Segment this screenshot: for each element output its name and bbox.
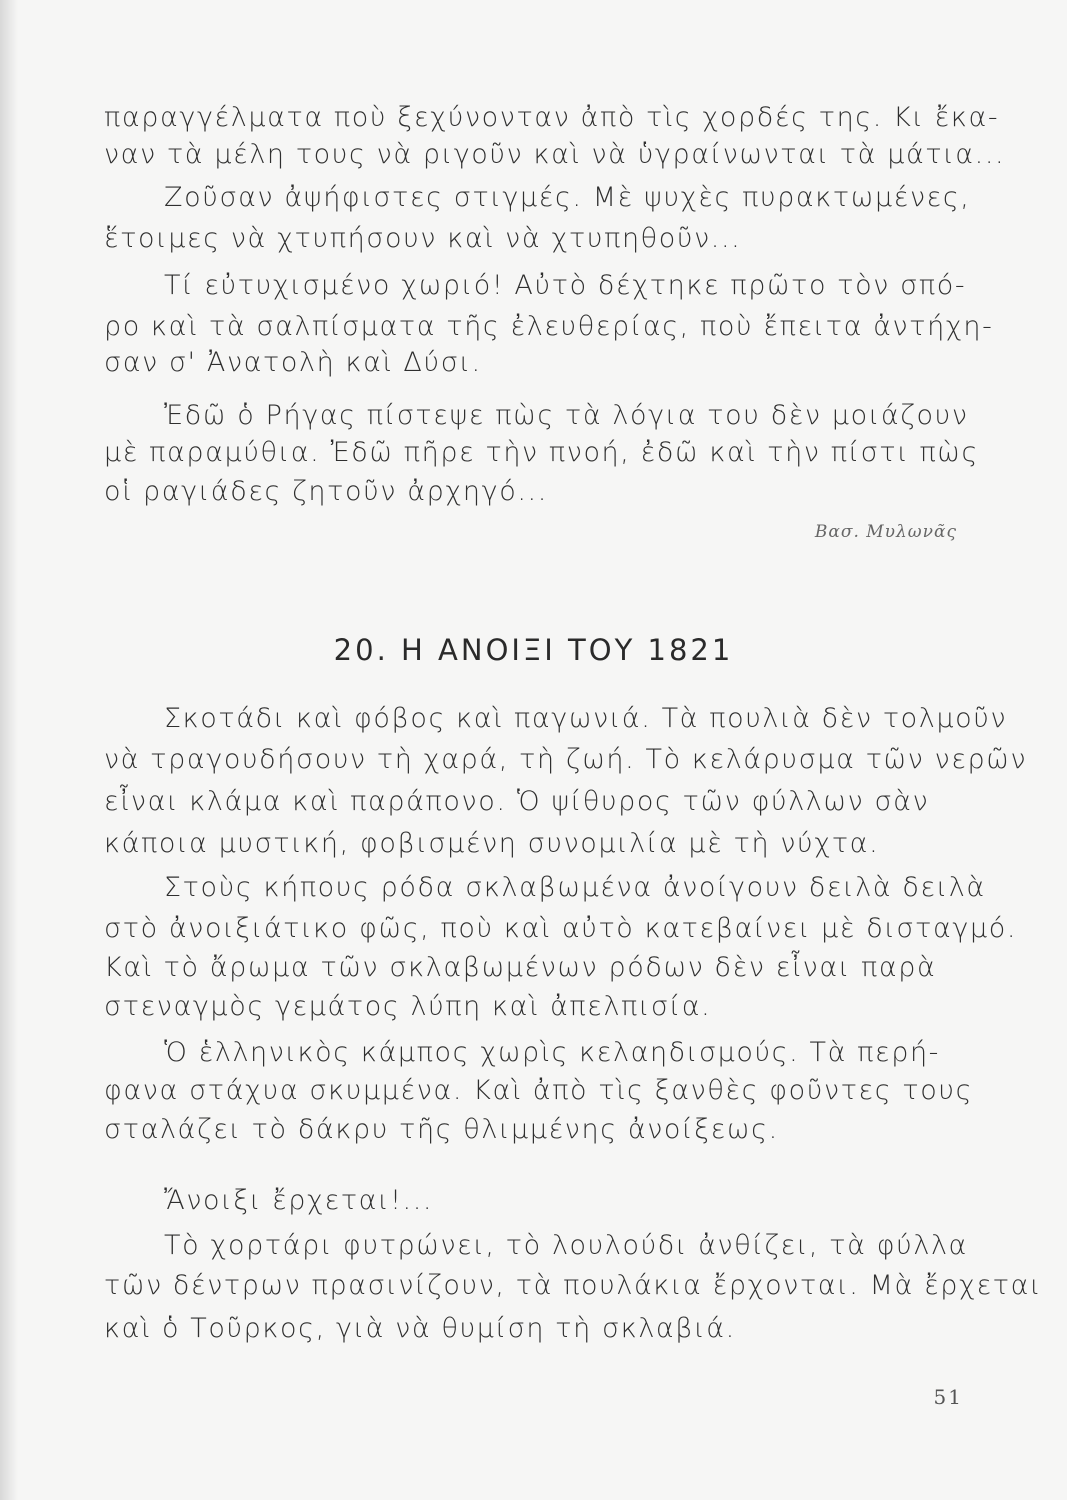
author-signature: Βασ. Μυλωνᾶς [814, 522, 957, 542]
paragraph-line: ρο καὶ τὰ σαλπίσματα τῆς ἐλευθερίας, ποὺ ἔπειτα ἀντήχη- [104, 311, 994, 342]
paragraph-line: Καὶ τὸ ἄρωμα τῶν σκλαβωμένων ρόδων δὲν εἶναι παρὰ [104, 952, 937, 983]
paragraph-line: Ζοῦσαν ἀψήφιστες στιγμές. Μὲ ψυχὲς πυρακτωμένες, [164, 182, 971, 213]
chapter-title: 20. Η ΑΝΟΙΞΙ ΤΟΥ 1821 [333, 633, 734, 667]
paragraph-line: Τὸ χορτάρι φυτρώνει, τὸ λουλούδι ἀνθίζει, τὰ φύλλα [164, 1230, 968, 1261]
paragraph-line: Ἄνοιξι ἔρχεται!... [164, 1185, 434, 1216]
paragraph-line: μὲ παραμύθια. Ἐδῶ πῆρε τὴν πνοή, ἐδῶ καὶ τὴν πίστι πὼς [104, 437, 979, 468]
paragraph-line: Ὁ ἑλληνικὸς κάμπος χωρὶς κελαηδισμούς. Τὰ περή- [164, 1037, 941, 1068]
paragraph-line: σαν σ' Ἀνατολὴ καὶ Δύσι. [104, 347, 482, 378]
paragraph-line: ναν τὰ μέλη τους νὰ ριγοῦν καὶ νὰ ὑγραίνωνται τὰ μάτια... [104, 139, 1006, 170]
paragraph-line: καὶ ὁ Τοῦρκος, γιὰ νὰ θυμίση τὴ σκλαβιά. [104, 1313, 736, 1344]
paragraph-line: Τί εὐτυχισμένο χωριό! Αὐτὸ δέχτηκε πρῶτο τὸν σπό- [164, 270, 967, 301]
page-number: 51 [933, 1385, 963, 1409]
paragraph-line: κάποια μυστική, φοβισμένη συνομιλία μὲ τὴ νύχτα. [104, 828, 880, 859]
paragraph-line: τῶν δέντρων πρασινίζουν, τὰ πουλάκια ἔρχονται. Μὰ ἔρχεται [104, 1270, 1043, 1301]
paragraph-line: παραγγέλματα ποὺ ξεχύνονταν ἀπὸ τὶς χορδές της. Κι ἔκα- [104, 102, 1000, 133]
paragraph-line: οἱ ραγιάδες ζητοῦν ἀρχηγό... [104, 476, 548, 507]
paragraph-line: φανα στάχυα σκυμμένα. Καὶ ἀπὸ τὶς ξανθὲς φοῦντες τους [104, 1075, 974, 1106]
paragraph-line: σταλάζει τὸ δάκρυ τῆς θλιμμένης ἀνοίξεως. [104, 1114, 779, 1145]
paragraph-line: στὸ ἀνοιξιάτικο φῶς, ποὺ καὶ αὐτὸ κατεβαίνει μὲ δισταγμό. [104, 913, 1018, 944]
paragraph-line: εἶναι κλάμα καὶ παράπονο. Ὁ ψίθυρος τῶν φύλλων σὰν [104, 786, 930, 817]
paragraph-line: Στοὺς κήπους ρόδα σκλαβωμένα ἀνοίγουν δειλὰ δειλὰ [164, 872, 986, 903]
paragraph-line: στεναγμὸς γεμάτος λύπη καὶ ἀπελπισία. [104, 991, 712, 1022]
paragraph-line: Ἐδῶ ὁ Ρήγας πίστεψε πὼς τὰ λόγια του δὲν μοιάζουν [164, 400, 969, 431]
page-edge-shadow [0, 0, 18, 1500]
paragraph-line: νὰ τραγουδήσουν τὴ χαρά, τὴ ζωή. Τὸ κελάρυσμα τῶν νερῶν [104, 744, 1028, 775]
paragraph-line: Σκοτάδι καὶ φόβος καὶ παγωνιά. Τὰ πουλιὰ δὲν τολμοῦν [164, 703, 1008, 734]
paragraph-line: ἕτοιμες νὰ χτυπήσουν καὶ νὰ χτυπηθοῦν... [104, 223, 742, 254]
